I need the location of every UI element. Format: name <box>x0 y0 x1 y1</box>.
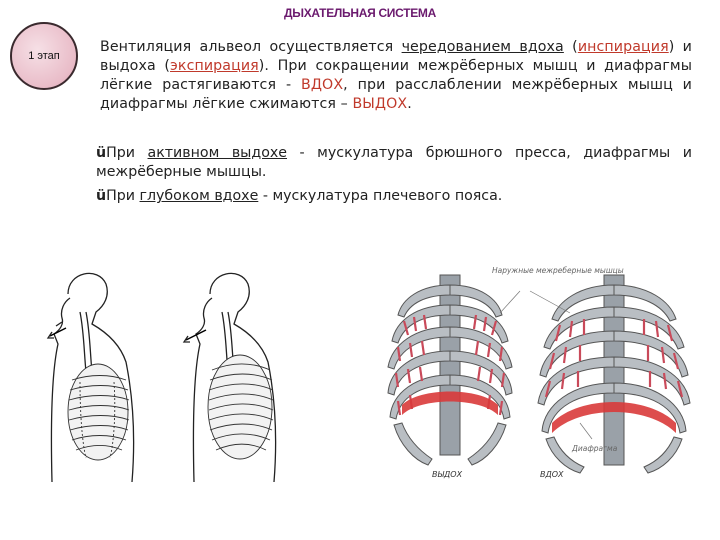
intro-text-7: ). При сокращении межрёберных мышц и диафрагмы лёгкие растягиваются - <box>100 58 692 93</box>
muscles-label: Наружные межреберные мышцы <box>492 266 624 275</box>
bullet-term: глубоком вдохе <box>139 188 259 204</box>
exhale-ribcage <box>388 275 512 479</box>
torso-diagram <box>40 262 290 487</box>
check-icon: ü <box>96 188 107 204</box>
stage-badge <box>10 22 78 90</box>
inspiration-term: инспирация <box>577 39 669 55</box>
intro-text-11: . <box>407 96 412 112</box>
check-icon: ü <box>96 145 107 161</box>
stage-badge-label: 1 этап <box>28 50 60 62</box>
inhale-term: ВДОХ <box>301 77 344 93</box>
bullet-text-a: При <box>106 188 140 204</box>
bullet-text-a: При <box>106 145 148 161</box>
exhale-label: ВЫДОХ <box>432 470 463 479</box>
bullet-term: активном выдохе <box>147 145 288 161</box>
inhale-label: ВДОХ <box>540 470 564 479</box>
intro-text-5: ) и выдоха ( <box>100 39 692 74</box>
intro-text-1: Вентиляция альвеол осуществляется <box>100 39 402 55</box>
intro-text-2: чередованием вдоха <box>401 39 564 55</box>
exhale-term: ВЫДОХ <box>352 96 408 112</box>
slide-title: ДЫХАТЕЛЬНАЯ СИСТЕМА <box>284 6 436 20</box>
bullet-active-exhale <box>96 144 692 182</box>
intro-text-9: , при расслаблении межрёберных мышц и диафрагмы лёгкие сжимаются – <box>100 77 693 112</box>
bullet-text-c: - мускулатура брюшного пресса, диафрагмы и межрёберные мышцы. <box>96 145 692 180</box>
bullet-text-c: - мускулатура плечевого пояса. <box>258 188 503 204</box>
ribcage-diagram <box>380 255 700 485</box>
diaphragm-label: Диафрагма <box>572 444 618 453</box>
bullet-deep-inhale <box>96 187 692 206</box>
intro-paragraph <box>100 38 692 114</box>
expiration-term: экспирация <box>170 58 259 74</box>
intro-text-3: ( <box>563 39 578 55</box>
